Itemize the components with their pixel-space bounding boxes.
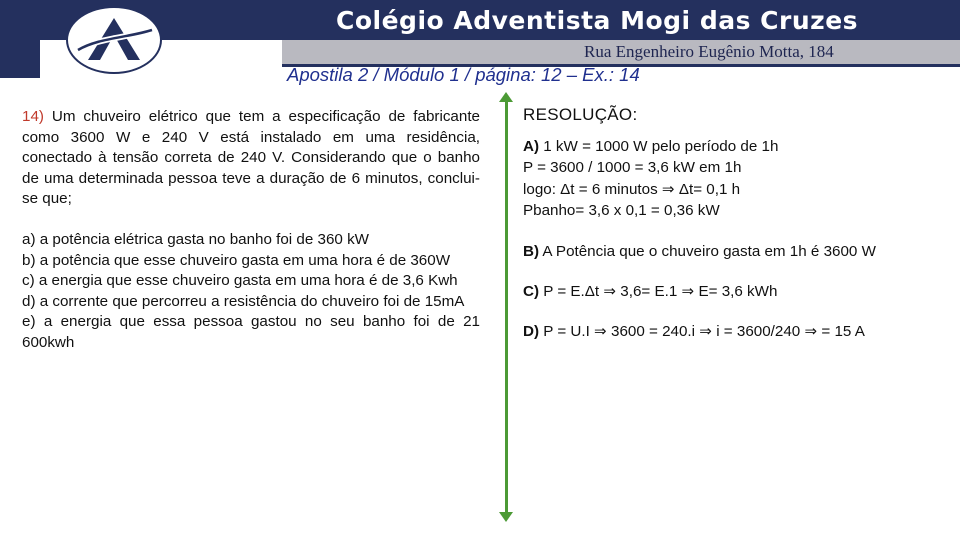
arrow-up-icon bbox=[499, 92, 513, 102]
vertical-divider bbox=[505, 96, 508, 516]
resolution-a-line-4: Pbanho= 3,6 x 0,1 = 0,36 kW bbox=[523, 202, 720, 220]
resolution-a bbox=[523, 136, 953, 222]
option-a: a) a potência elétrica gasta no banho foi de 360 kW bbox=[22, 230, 370, 248]
resolution-b bbox=[523, 241, 953, 263]
question-statement bbox=[22, 107, 480, 210]
resolution-c bbox=[523, 281, 953, 303]
question-number: 14) bbox=[22, 108, 44, 125]
question-text: Um chuveiro elétrico que tem a especificação de fabricante como 3600 W e 240 V está instalado em uma residência, conectado à tensão correta de 240 V. Considerando que o banho de uma determinada pessoa teve a duração de 6 minutos, conclui-se que; bbox=[22, 108, 480, 208]
question-block bbox=[22, 107, 480, 354]
resolution-a-line-2: P = 3600 / 1000 = 3,6 kW em 1h bbox=[523, 159, 742, 177]
page-title: Apostila 2 / Módulo 1 / página: 12 – Ex.: 14 bbox=[287, 64, 640, 85]
header-navy-side bbox=[0, 0, 40, 78]
resolution-b-text: A Potência que o chuveiro gasta em 1h é 3600 W bbox=[542, 242, 876, 260]
question-options bbox=[22, 230, 480, 354]
resolution-c-text: P = E.Δt ⇒ 3,6= E.1 ⇒ E= 3,6 kWh bbox=[543, 282, 778, 300]
resolution-a-line-1 bbox=[523, 136, 953, 158]
option-d: d) a corrente que percorreu a resistência do chuveiro foi de 15mA bbox=[22, 292, 465, 310]
resolution-a-line-3: logo: Δt = 6 minutos ⇒ Δt= 0,1 h bbox=[523, 180, 741, 198]
school-a-logo-icon bbox=[66, 6, 162, 74]
arrow-down-icon bbox=[499, 512, 513, 522]
resolution-d bbox=[523, 321, 953, 343]
resolution-b-letter: B) bbox=[523, 242, 540, 260]
resolution-heading: RESOLUÇÃO: bbox=[523, 105, 638, 124]
school-name: Colégio Adventista Mogi das Cruzes bbox=[336, 6, 859, 35]
school-address: Rua Engenheiro Eugênio Motta, 184 bbox=[584, 42, 834, 61]
option-b: b) a potência que esse chuveiro gasta em uma hora é de 360W bbox=[22, 251, 451, 269]
resolution-a-letter: A) bbox=[523, 137, 540, 155]
resolution-d-letter: D) bbox=[523, 323, 540, 341]
resolution-d-text: P = U.I ⇒ 3600 = 240.i ⇒ i = 3600/240 ⇒ = 15 A bbox=[543, 323, 865, 341]
option-e: e) a energia que essa pessoa gastou no seu banho foi de 21 600kwh bbox=[22, 313, 480, 351]
option-c: c) a energia que esse chuveiro gasta em uma hora é de 3,6 Kwh bbox=[22, 272, 458, 290]
resolution-c-letter: C) bbox=[523, 282, 540, 300]
resolution-a-text-1: 1 kW = 1000 W pelo período de 1h bbox=[543, 137, 779, 155]
resolution-block bbox=[523, 104, 953, 343]
